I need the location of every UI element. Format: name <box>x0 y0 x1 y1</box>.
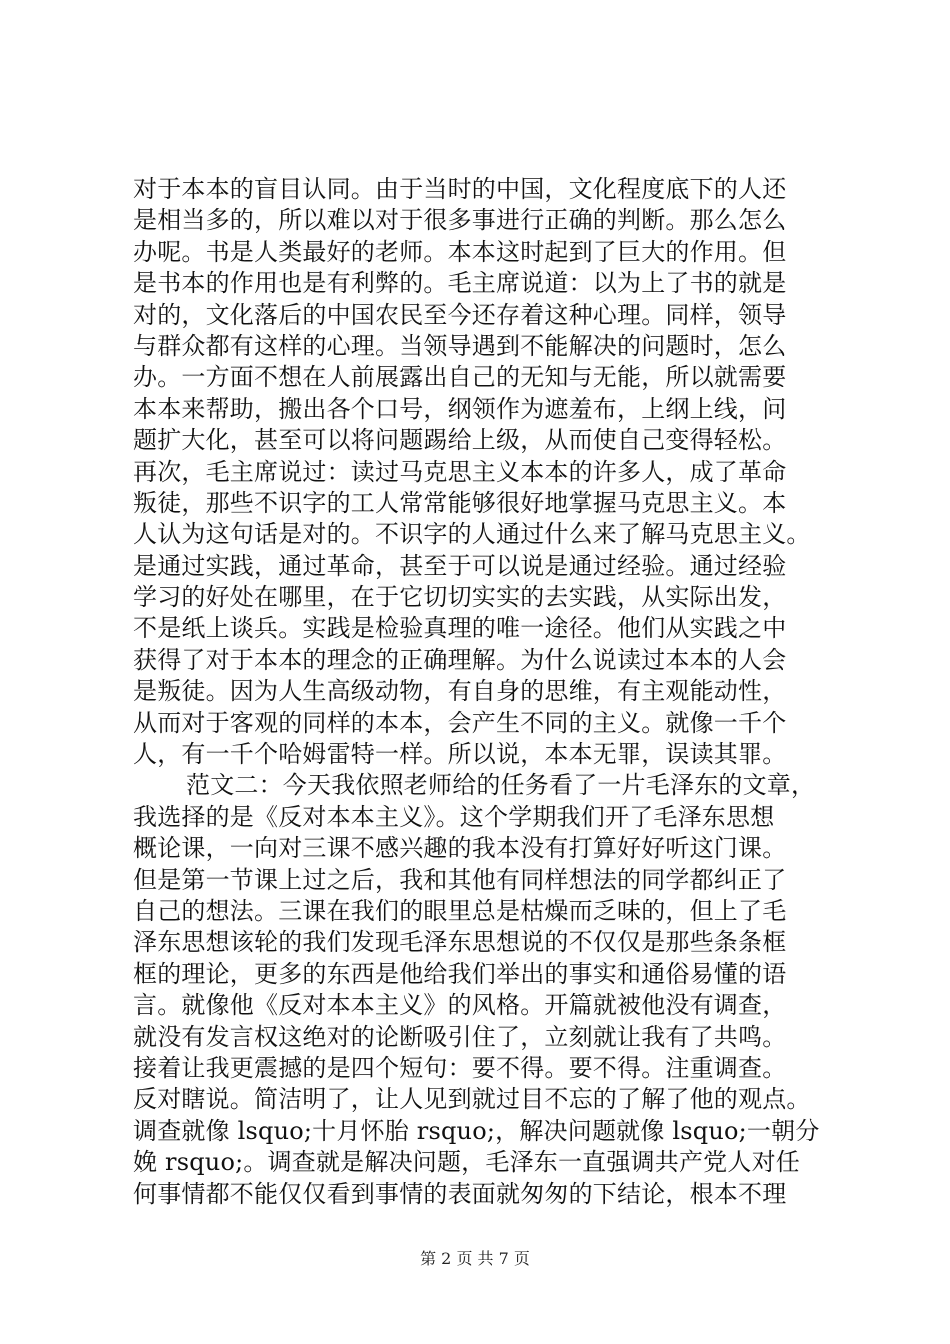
text-line: 是叛徒。因为人生高级动物，有自身的思维，有主观能动性， <box>133 677 787 706</box>
text-line: 但是第一节课上过之后，我和其他有同样想法的同学都纠正了 <box>133 865 787 894</box>
text-line: 就没有发言权这绝对的论断吸引住了，立刻就让我有了共鸣。 <box>133 1022 787 1051</box>
text-line: 是书本的作用也是有利弊的。毛主席说道：以为上了书的就是 <box>133 269 787 298</box>
page-number-footer: 第 2 页 共 7 页 <box>420 1249 530 1268</box>
text-line: 学习的好处在哪里，在于它切切实实的去实践，从实际出发， <box>133 583 787 612</box>
text-line: 泽东思想该轮的我们发现毛泽东思想说的不仅仅是那些条条框 <box>133 928 787 957</box>
paragraph-start-line: 范文二：今天我依照老师给的任务看了一片毛泽东的文章， <box>186 771 816 800</box>
text-line: 人认为这句话是对的。不识字的人通过什么来了解马克思主义。 <box>133 520 811 549</box>
text-line: 人，有一千个哈姆雷特一样。所以说，本本无罪，误读其罪。 <box>133 740 787 769</box>
text-line: 自己的想法。三课在我们的眼里总是枯燥而乏味的，但上了毛 <box>133 896 787 925</box>
text-line: 与群众都有这样的心理。当领导遇到不能解决的问题时，怎么 <box>133 331 787 360</box>
text-line: 是通过实践，通过革命，甚至于可以说是通过经验。通过经验 <box>133 551 787 580</box>
text-line: 娩 rsquo;。调查就是解决问题，毛泽东一直强调共产党人对任 <box>133 1148 800 1177</box>
document-body <box>133 174 833 1210</box>
text-line: 我选择的是《反对本本主义》。这个学期我们开了毛泽东思想 <box>133 802 775 831</box>
text-line: 言。就像他《反对本本主义》的风格。开篇就被他没有调查， <box>133 991 787 1020</box>
text-line: 叛徒，那些不识字的工人常常能够很好地掌握马克思主义。本 <box>133 488 787 517</box>
text-line: 本本来帮助，搬出各个口号，纲领作为遮羞布，上纲上线，问 <box>133 394 787 423</box>
text-line: 题扩大化，甚至可以将问题踢给上级，从而使自己变得轻松。 <box>133 426 787 455</box>
text-line: 是相当多的，所以难以对于很多事进行正确的判断。那么怎么 <box>133 206 787 235</box>
text-line: 反对瞎说。简洁明了，让人见到就过目不忘的了解了他的观点。 <box>133 1085 811 1114</box>
text-line: 办呢。书是人类最好的老师。本本这时起到了巨大的作用。但 <box>133 237 787 266</box>
text-line: 办。一方面不想在人前展露出自己的无知与无能，所以就需要 <box>133 363 787 392</box>
text-line: 再次，毛主席说过：读过马克思主义本本的许多人，成了革命 <box>133 457 787 486</box>
text-line: 调查就像 lsquo;十月怀胎 rsquo;，解决问题就像 lsquo;一朝分 <box>133 1116 820 1145</box>
text-line: 从而对于客观的同样的本本，会产生不同的主义。就像一千个 <box>133 708 787 737</box>
text-line: 获得了对于本本的理念的正确理解。为什么说读过本本的人会 <box>133 645 787 674</box>
text-line: 框的理论，更多的东西是他给我们举出的事实和通俗易懂的语 <box>133 959 787 988</box>
text-line: 何事情都不能仅仅看到事情的表面就匆匆的下结论，根本不理 <box>133 1179 787 1208</box>
text-line: 不是纸上谈兵。实践是检验真理的唯一途径。他们从实践之中 <box>133 614 787 643</box>
text-line: 对于本本的盲目认同。由于当时的中国，文化程度底下的人还 <box>133 175 787 203</box>
text-line: 接着让我更震撼的是四个短句：要不得。要不得。注重调查。 <box>133 1053 787 1082</box>
text-line: 概论课，一向对三课不感兴趣的我本没有打算好好听这门课。 <box>133 834 787 863</box>
text-line: 对的，文化落后的中国农民至今还存着这种心理。同样，领导 <box>133 300 787 329</box>
